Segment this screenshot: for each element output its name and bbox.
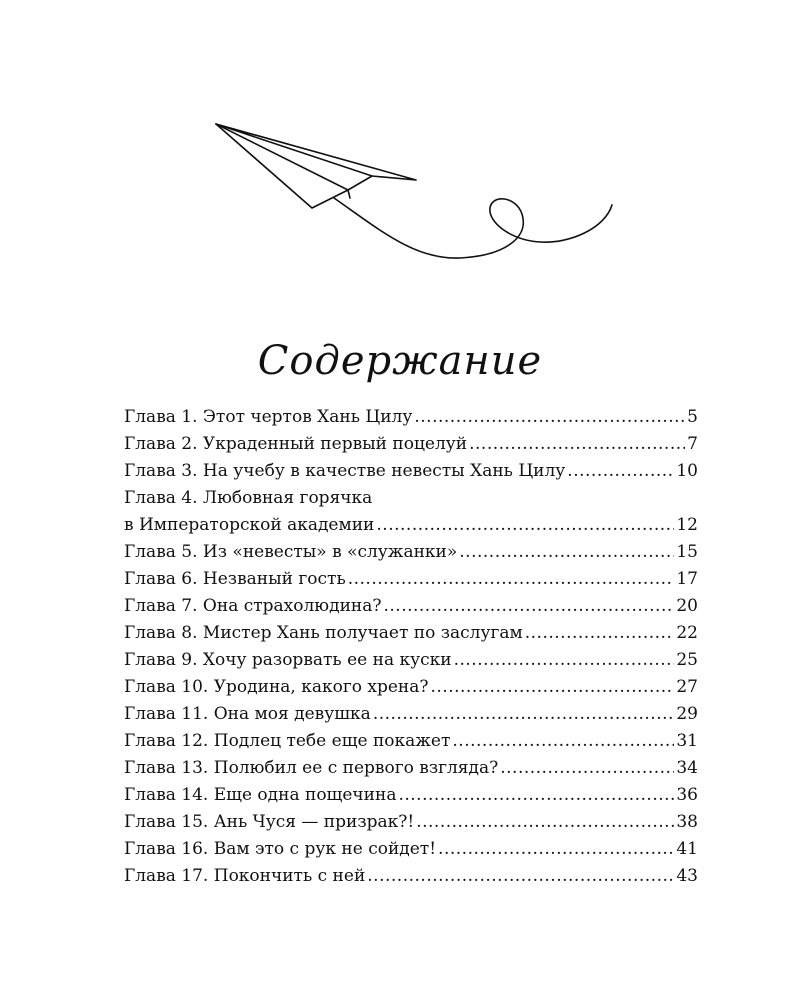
toc-entry-label: Глава 1. Этот чертов Хань Цилу: [124, 407, 413, 427]
toc-leader-dots: [348, 566, 675, 593]
toc-entry-page: 22: [676, 623, 698, 643]
toc-leader-dots: [525, 620, 675, 647]
toc-entry-label: Глава 14. Еще одна пощечина: [124, 785, 397, 805]
toc-leader-dots: [367, 863, 674, 890]
toc-entry-page: 7: [687, 434, 698, 454]
toc-entry[interactable]: [124, 863, 698, 890]
toc-entry-label: Глава 9. Хочу разорвать ее на куски: [124, 650, 452, 670]
toc-leader-dots: [383, 593, 674, 620]
toc-leader-dots: [500, 755, 674, 782]
toc-entry-page: 10: [676, 461, 698, 481]
toc-entry-label: Глава 11. Она моя девушка: [124, 704, 371, 724]
toc-entry[interactable]: [124, 836, 698, 863]
toc-entry[interactable]: [124, 458, 698, 485]
toc-entry-label: Глава 2. Украденный первый поцелуй: [124, 434, 468, 454]
toc-leader-dots: [398, 782, 674, 809]
toc-entry[interactable]: [124, 593, 698, 620]
toc-entry-label: Глава 12. Подлец тебе еще покажет: [124, 731, 451, 751]
toc-entry-page: 17: [676, 569, 698, 589]
toc-entry-page: 5: [687, 407, 698, 427]
toc-entry-label: Глава 6. Незваный гость: [124, 569, 346, 589]
toc-leader-dots: [438, 836, 674, 863]
toc-entry-page: 12: [676, 515, 698, 535]
toc-leader-dots: [452, 728, 674, 755]
toc-entry-label: Глава 7. Она страхолюдина?: [124, 596, 382, 616]
toc-entry-page: 34: [676, 758, 698, 778]
toc-entry[interactable]: [124, 674, 698, 701]
toc-leader-dots: [416, 809, 674, 836]
toc-entry-label: Глава 10. Уродина, какого хрена?: [124, 677, 429, 697]
toc-entry-label: Глава 15. Ань Чуся — призрак?!: [124, 812, 415, 832]
toc-entry-page: 20: [676, 596, 698, 616]
toc-entry[interactable]: [124, 431, 698, 458]
toc-leader-dots: [414, 404, 685, 431]
toc-entry[interactable]: [124, 809, 698, 836]
toc-leader-dots: [567, 458, 674, 485]
toc-leader-dots: [373, 701, 675, 728]
toc-entry[interactable]: [124, 755, 698, 782]
toc-entry[interactable]: [124, 782, 698, 809]
toc-entry-label: Глава 16. Вам это с рук не сойдет!: [124, 839, 437, 859]
toc-leader-dots: [454, 647, 675, 674]
toc-entry-page: 43: [676, 866, 698, 886]
toc-entry-page: 29: [676, 704, 698, 724]
toc-entry[interactable]: [124, 566, 698, 593]
toc-entry[interactable]: [124, 485, 698, 539]
toc-entry-label-line1: Глава 4. Любовная горячка: [124, 488, 373, 508]
toc-entry-page: 15: [676, 542, 698, 562]
page-title: Содержание: [257, 338, 543, 384]
toc-entry[interactable]: [124, 647, 698, 674]
toc-entry[interactable]: [124, 620, 698, 647]
toc-entry-page: 41: [676, 839, 698, 859]
toc-entry-label: Глава 8. Мистер Хань получает по заслугам: [124, 623, 523, 643]
toc-entry-page: 38: [676, 812, 698, 832]
toc-entry-label: в Императорской академии: [124, 515, 375, 535]
toc-leader-dots: [431, 674, 675, 701]
toc-entry-label: Глава 3. На учебу в качестве невесты Хань Цилу: [124, 461, 566, 481]
toc-leader-dots: [469, 431, 685, 458]
toc-entry-page: 25: [676, 650, 698, 670]
table-of-contents: [124, 404, 698, 890]
toc-entry[interactable]: [124, 539, 698, 566]
toc-entry-page: 31: [676, 731, 698, 751]
toc-entry[interactable]: [124, 728, 698, 755]
paper-airplane-icon: [200, 110, 630, 280]
toc-entry-page: 36: [676, 785, 698, 805]
toc-entry-page: 27: [676, 677, 698, 697]
toc-entry[interactable]: [124, 404, 698, 431]
toc-entry-label: Глава 5. Из «невесты» в «служанки»: [124, 542, 458, 562]
toc-entry-label: Глава 13. Полюбил ее с первого взгляда?: [124, 758, 499, 778]
toc-leader-dots: [376, 512, 674, 539]
toc-entry-label: Глава 17. Покончить с ней: [124, 866, 366, 886]
toc-leader-dots: [459, 539, 674, 566]
toc-entry[interactable]: [124, 701, 698, 728]
